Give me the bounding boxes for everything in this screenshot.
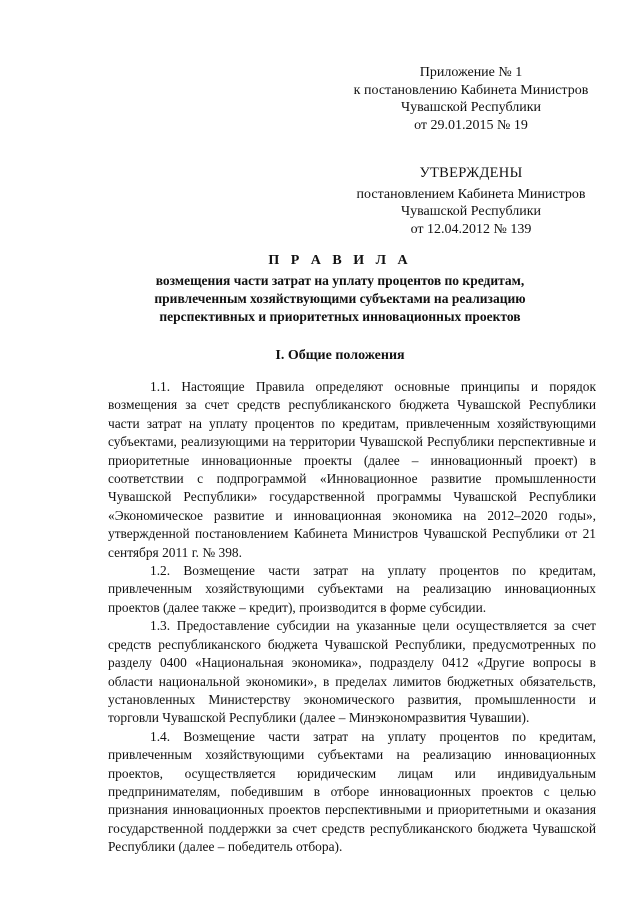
appendix-line-3: Чувашской Республики (400, 100, 542, 115)
document-title-line-2: привлеченным хозяйствующими субъектами на реализацию (154, 291, 526, 306)
document-title-line-1: возмещения части затрат на уплату процентов по кредитам, (155, 273, 525, 288)
approved-line-2: Чувашской Республики (400, 204, 542, 219)
body-text (108, 378, 596, 857)
paragraph-1-1: 1.1. Настоящие Правила определяют основные принципы и порядок возмещения за счет средств республиканского бюджета Чувашской Республики части затрат на уплату процентов по кредитам, привлеченным хозяйствующими субъектами, реализующими на территории Чувашской Республики перспективные и приоритетные инновационные проекты (далее – инновационный проект) в соответствии с подпрограммой «Инновационное развитие промышленности Чувашской Республики» государственной программы Чувашской Республики «Экономическое развитие и инновационная экономика на 2012–2020 годы», утвержденной постановлением Кабинета Министров Чувашской Республики от 21 сентября 2011 г. № 398. (108, 379, 596, 560)
paragraph-1-3: 1.3. Предоставление субсидии на указанные цели осуществляется за счет средств республиканского бюджета Чувашской Республики, предусмотренных по разделу 0400 «Национальная экономика», подразделу 0412 «Другие вопросы в области национальной экономики», в пределах лимитов бюджетных обязательств, установленных Министерству экономического развития, промышленности и торговли Чувашской Республики (далее – Минэкономразвития Чувашии). (108, 618, 596, 726)
appendix-block (330, 64, 612, 134)
paragraph-1-4: 1.4. Возмещение части затрат на уплату процентов по кредитам, привлеченным хозяйствующими субъектами на реализацию инновационных проектов, осуществляется юридическим лицам или индивидуальным предпринимателям, победившим в отборе инновационных проектов с целью признания инновационных проектов перспективными и приоритетными и оказания государственной поддержки за счет средств республиканского бюджета Чувашской Республики (далее – победитель отбора). (108, 728, 596, 855)
paragraph-1-2: 1.2. Возмещение части затрат на уплату процентов по кредитам, привлеченным хозяйствующими субъектами на реализацию инновационных проектов (далее также – кредит), производится в форме субсидии. (108, 563, 596, 615)
appendix-line-1: Приложение № 1 (419, 65, 523, 80)
approved-line-3: от 12.04.2012 № 139 (410, 221, 532, 237)
approved-title: УТВЕРЖДЕНЫ (419, 165, 523, 181)
appendix-line-2: к постановлению Кабинета Министров (353, 82, 589, 98)
approved-line-1: постановлением Кабинета Министров (356, 186, 586, 202)
section-heading: I. Общие положения (275, 348, 405, 363)
appendix-line-4: от 29.01.2015 № 19 (414, 117, 528, 133)
document-title-line-3: перспективных и приоритетных инновационных проектов (159, 309, 521, 324)
approved-block (330, 165, 612, 238)
document-title-heading: П Р А В И Л А (268, 253, 412, 268)
document-title (80, 252, 600, 326)
